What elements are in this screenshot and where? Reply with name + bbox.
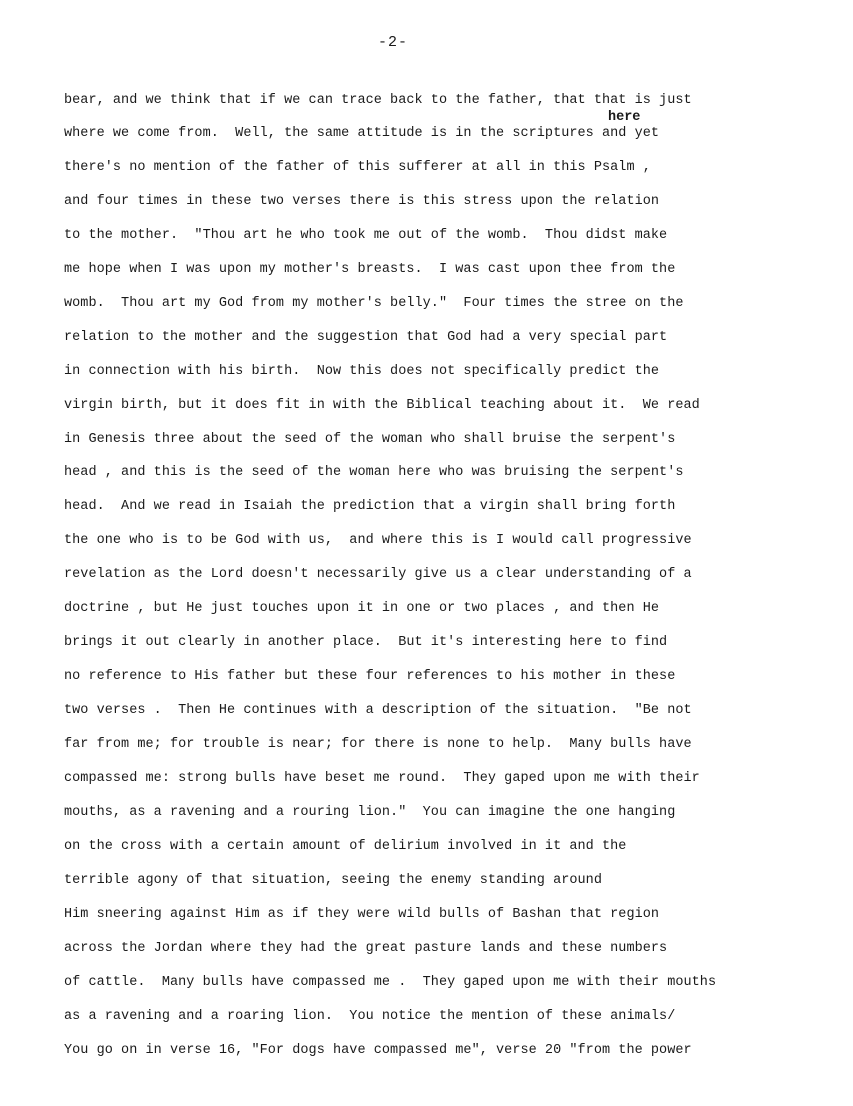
text-line-1: bear, and we think that if we can trace back to the father, that that is just xyxy=(64,93,692,108)
text-line-19: two verses . Then He continues with a description of the situation. "Be not xyxy=(64,703,692,718)
text-line-21: compassed me: strong bulls have beset me round. They gaped upon me with their xyxy=(64,771,700,786)
text-line-11: in Genesis three about the seed of the woman who shall bruise the serpent's xyxy=(64,432,676,447)
text-line-24: terrible agony of that situation, seeing the enemy standing around xyxy=(64,873,602,888)
text-line-20: far from me; for trouble is near; for there is none to help. Many bulls have xyxy=(64,737,692,752)
text-line-28: as a ravening and a roaring lion. You notice the mention of these animals/ xyxy=(64,1009,676,1024)
text-line-26: across the Jordan where they had the great pasture lands and these numbers xyxy=(64,941,668,956)
text-line-9: in connection with his birth. Now this does not specifically predict the xyxy=(64,364,660,379)
text-line-27: of cattle. Many bulls have compassed me . They gaped upon me with their mouths xyxy=(64,975,717,990)
text-line-4: and four times in these two verses there is this stress upon the relation xyxy=(64,194,660,209)
text-line-2: where we come from. Well, the same attitude is in the scriptures and yet xyxy=(64,126,660,141)
text-line-14: the one who is to be God with us, and where this is I would call progressive xyxy=(64,533,692,548)
text-line-15: revelation as the Lord doesn't necessarily give us a clear understanding of a xyxy=(64,567,692,582)
page-number: -2- xyxy=(378,34,409,51)
text-line-25: Him sneering against Him as if they were wild bulls of Bashan that region xyxy=(64,907,660,922)
text-line-29: You go on in verse 16, "For dogs have compassed me", verse 20 "from the power xyxy=(64,1043,692,1058)
text-line-8: relation to the mother and the suggestion that God had a very special part xyxy=(64,330,668,345)
text-line-16: doctrine , but He just touches upon it in one or two places , and then He xyxy=(64,601,660,616)
text-line-12: head , and this is the seed of the woman here who was bruising the serpent's xyxy=(64,465,684,480)
text-line-18: no reference to His father but these four references to his mother in these xyxy=(64,669,676,684)
text-line-23: on the cross with a certain amount of delirium involved in it and the xyxy=(64,839,627,854)
text-line-7: womb. Thou art my God from my mother's belly." Four times the stree on the xyxy=(64,296,684,311)
text-line-13: head. And we read in Isaiah the prediction that a virgin shall bring forth xyxy=(64,499,676,514)
text-line-3: there's no mention of the father of this sufferer at all in this Psalm , xyxy=(64,160,651,175)
handwritten-insertion-here: here xyxy=(608,110,641,125)
text-line-5: to the mother. "Thou art he who took me out of the womb. Thou didst make xyxy=(64,228,668,243)
text-line-17: brings it out clearly in another place. But it's interesting here to find xyxy=(64,635,668,650)
text-line-6: me hope when I was upon my mother's breasts. I was cast upon thee from the xyxy=(64,262,676,277)
text-line-10: virgin birth, but it does fit in with the Biblical teaching about it. We read xyxy=(64,398,700,413)
text-line-22: mouths, as a ravening and a rouring lion." You can imagine the one hanging xyxy=(64,805,676,820)
